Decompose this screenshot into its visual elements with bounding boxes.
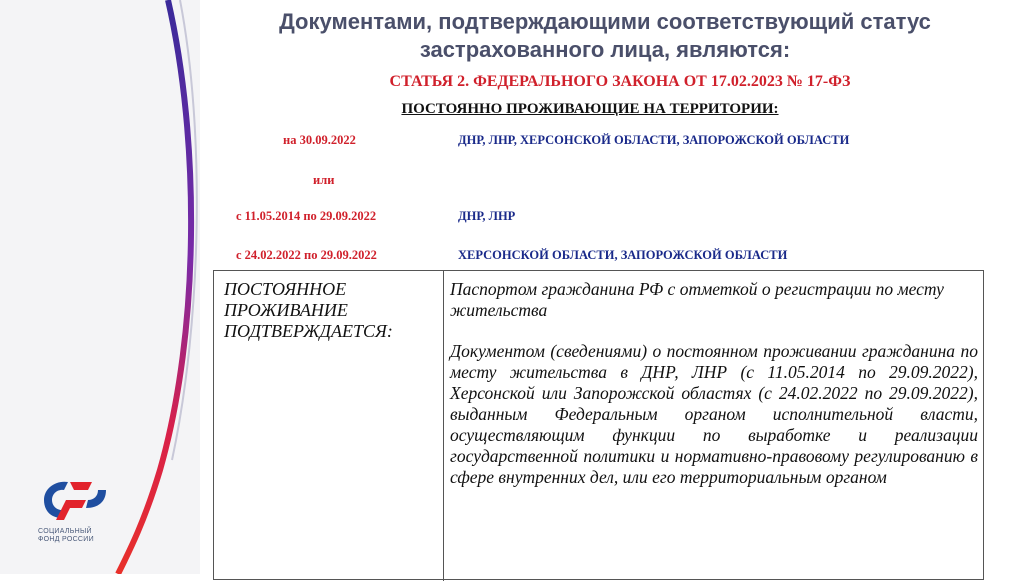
period-territory: ХЕРСОНСКОЙ ОБЛАСТИ, ЗАПОРОЖСКОЙ ОБЛАСТИ — [458, 248, 788, 262]
social-fund-logo — [30, 470, 125, 530]
column-divider — [443, 271, 444, 581]
period-date: с 11.05.2014 по 29.09.2022 — [236, 209, 377, 223]
period-territory: ДНР, ЛНР, ХЕРСОНСКОЙ ОБЛАСТИ, ЗАПОРОЖСКОЙ ОБЛАСТИ — [458, 133, 850, 147]
law-reference: СТАТЬЯ 2. ФЕДЕРАЛЬНОГО ЗАКОНА ОТ 17.02.2023 № 17-ФЗ — [389, 73, 851, 90]
logo-caption: СОЦИАЛЬНЫЙ ФОНД РОССИИ — [38, 528, 94, 543]
confirmation-table — [213, 270, 984, 580]
document-item-passport: Паспортом гражданина РФ с отметкой о регистрации по месту жительства — [450, 279, 944, 320]
table-right-cell — [450, 279, 978, 508]
period-connector: или — [313, 173, 335, 187]
page-title: Документами, подтверждающими соответствующий статус застрахованного лица, являются: — [279, 9, 931, 62]
period-date: на 30.09.2022 — [283, 133, 356, 147]
document-item-residence-record: Документом (сведениями) о постоянном проживании гражданина по месту жительства в ДНР, ЛНР (с 11.05.2014 по 29.09.2022), Херсонской или Запорожской областях (с 24.02.2022 по 29.09.2022), выданным Федеральным органом исполнительной власти, осуществляющим функции по выработке и реализации государственной политики и нормативно-правовому регулированию в сфере внутренних дел, или его территориальным органом — [450, 341, 978, 487]
period-date: с 24.02.2022 по 29.09.2022 — [236, 248, 377, 262]
section-subheading: ПОСТОЯННО ПРОЖИВАЮЩИЕ НА ТЕРРИТОРИИ: — [401, 101, 779, 117]
table-left-cell: ПОСТОЯННОЕ ПРОЖИВАНИЕ ПОДТВЕРЖДАЕТСЯ: — [224, 279, 393, 341]
period-territory: ДНР, ЛНР — [458, 209, 516, 223]
